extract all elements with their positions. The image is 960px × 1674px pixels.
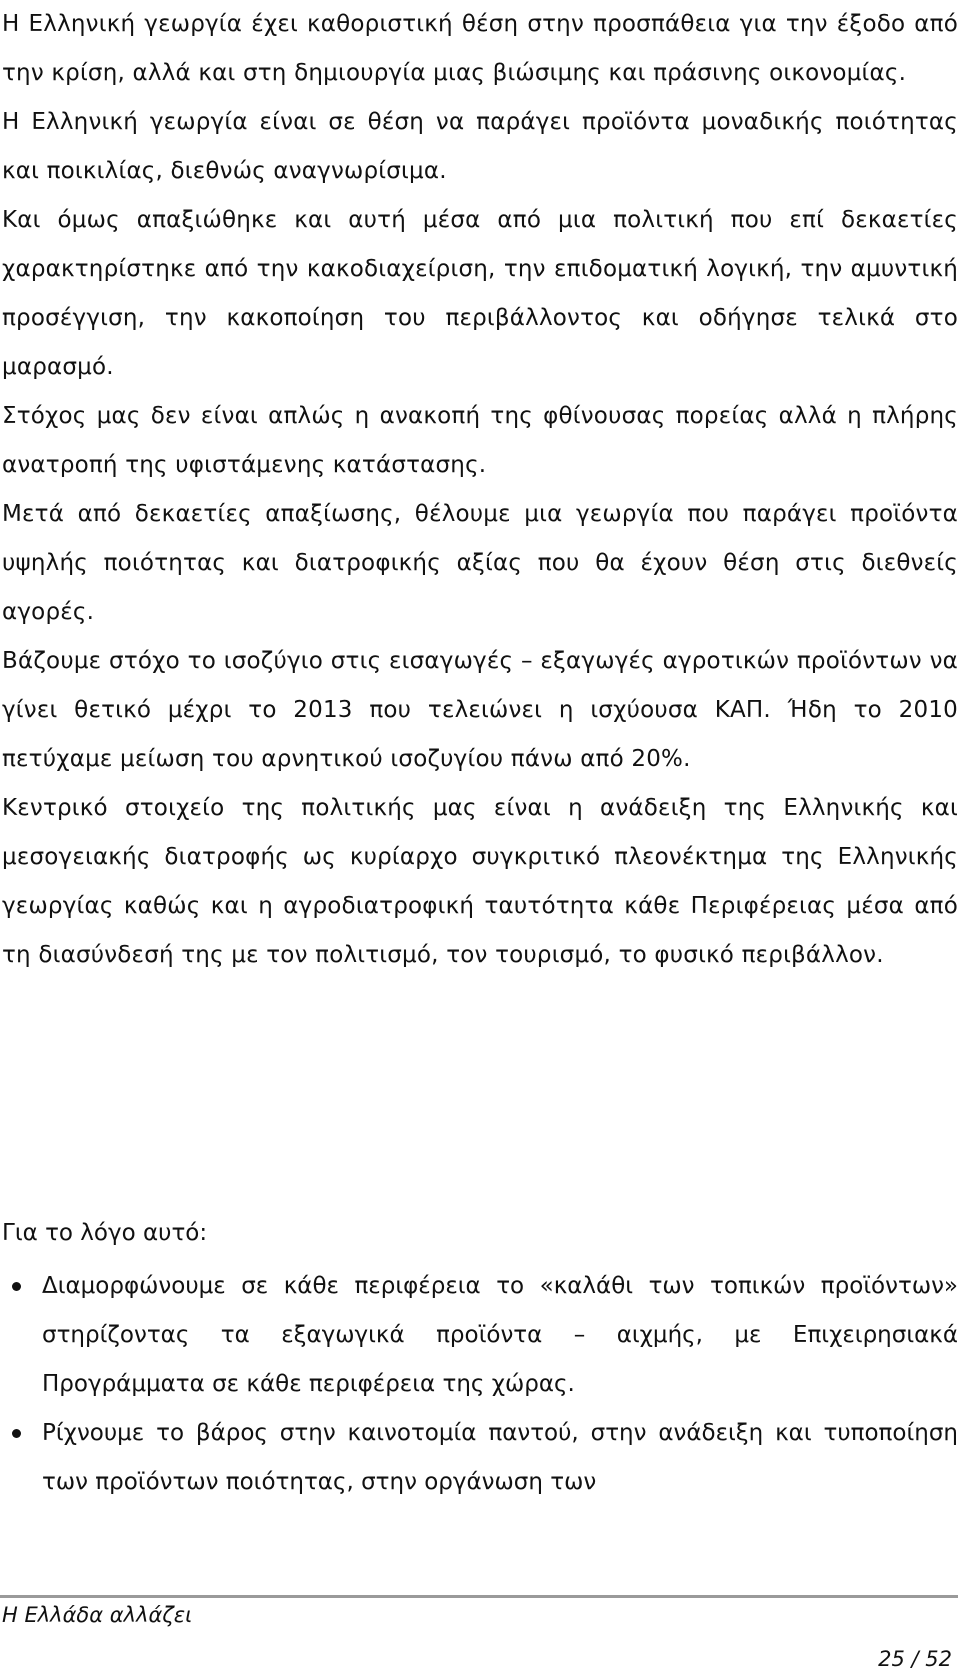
bullet-icon bbox=[12, 1429, 21, 1438]
list-item-text: Ρίχνουμε το βάρος στην καινοτομία παντού, στην ανάδειξη και τυποποίηση των προϊόντων ποιότητας, στην οργάνωση των bbox=[42, 1420, 958, 1495]
bullet-list bbox=[0, 1262, 958, 1507]
bullet-icon bbox=[12, 1282, 21, 1291]
paragraph-3: Και όμως απαξιώθηκε και αυτή μέσα από μια πολιτική που επί δεκαετίες χαρακτηρίστηκε από την κακοδιαχείριση, την επιδοματική λογική, την αμυντική προσέγγιση, την κακοποίηση του περιβάλλοντος και οδήγησε τελικά στο μαρασμό. bbox=[2, 207, 958, 380]
paragraph-2: Η Ελληνική γεωργία είναι σε θέση να παράγει προϊόντα μοναδικής ποιότητας και ποικιλίας, διεθνώς αναγνωρίσιμα. bbox=[2, 109, 958, 184]
list-item bbox=[0, 1262, 958, 1409]
footer-divider bbox=[0, 1595, 958, 1598]
paragraph-7: Κεντρικό στοιχείο της πολιτικής μας είναι η ανάδειξη της Ελληνικής και μεσογειακής διατροφής ως κυρίαρχο συγκριτικό πλεονέκτημα της Ελληνικής γεωργίας καθώς και η αγροδιατροφική ταυτότητα κάθε Περιφέρειας μέσα από τη διασύνδεσή της με τον πολιτισμό, τον τουρισμό, το φυσικό περιβάλλον. bbox=[2, 795, 958, 968]
paragraph-1: Η Ελληνική γεωργία έχει καθοριστική θέση στην προσπάθεια για την έξοδο από την κρίση, αλλά και στη δημιουργία μιας βιώσιμης και πράσινης οικονομίας. bbox=[2, 11, 958, 86]
list-intro: Για το λόγο αυτό: bbox=[2, 1220, 208, 1246]
list-item bbox=[0, 1409, 958, 1507]
body-text bbox=[2, 0, 958, 980]
paragraph-4: Στόχος μας δεν είναι απλώς η ανακοπή της φθίνουσας πορείας αλλά η πλήρης ανατροπή της υφιστάμενης κατάστασης. bbox=[2, 403, 958, 478]
paragraph-5: Μετά από δεκαετίες απαξίωσης, θέλουμε μια γεωργία που παράγει προϊόντα υψηλής ποιότητας και διατροφικής αξίας που θα έχουν θέση στις διεθνείς αγορές. bbox=[2, 501, 958, 625]
paragraph-6: Βάζουμε στόχο το ισοζύγιο στις εισαγωγές – εξαγωγές αγροτικών προϊόντων να γίνει θετικό μέχρι το 2013 που τελειώνει η ισχύουσα ΚΑΠ. Ήδη το 2010 πετύχαμε μείωση του αρνητικού ισοζυγίου πάνω από 20%. bbox=[2, 648, 958, 772]
page-number: 25 / 52 bbox=[878, 1647, 952, 1671]
list-item-text: Διαμορφώνουμε σε κάθε περιφέρεια το «καλάθι των τοπικών προϊόντων» στηρίζοντας τα εξαγωγικά προϊόντα – αιχμής, με Επιχειρησιακά Προγράμματα σε κάθε περιφέρεια της χώρας. bbox=[42, 1273, 958, 1397]
footer-title: Η Ελλάδα αλλάζει bbox=[2, 1603, 193, 1627]
